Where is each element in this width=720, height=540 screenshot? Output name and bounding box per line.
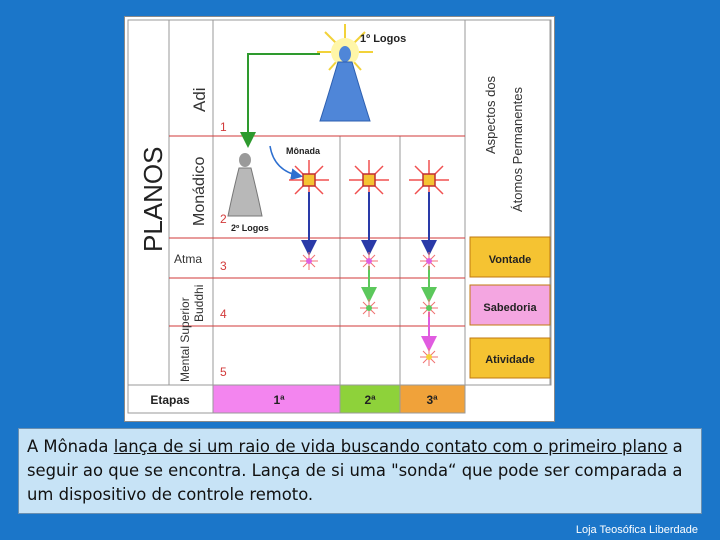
aspect-atividade-label: Atividade	[485, 354, 535, 366]
plane-number-5: 5	[220, 365, 227, 379]
caption-box	[18, 428, 702, 514]
etapas-label: Etapas	[150, 393, 190, 407]
plane-atma: Atma	[174, 252, 203, 266]
monada-label: Mônada	[286, 146, 321, 156]
plane-mental-superior	[178, 297, 192, 382]
credit-footer: Loja Teosófica Liberdade	[575, 524, 698, 536]
first-logos-label: 1º Logos	[360, 33, 407, 45]
aspect-sabedoria-label: Sabedoria	[483, 302, 537, 314]
caption-part-2: a seguir ao que se encontra. Lança de si uma "sonda“ que pode ser comparada a um dispositivo de controle remoto.	[27, 437, 683, 504]
plane-number-3: 3	[220, 259, 227, 273]
second-logos-label: 2º Logos	[231, 223, 269, 233]
plane-adi: Adi	[190, 87, 209, 112]
planes-diagram	[124, 16, 555, 422]
plane-number-1: 1	[220, 120, 227, 134]
plane-mental-superior-label: Mental Superior	[178, 297, 192, 382]
caption-underlined: lança de si um raio de vida buscando contato com o primeiro plano	[113, 437, 668, 456]
right-title-atomos: Átomos Permanentes	[510, 86, 525, 212]
plane-monadico: Monádico	[191, 156, 208, 226]
plane-buddhi: Buddhi	[192, 284, 206, 322]
planos-title: PLANOS	[138, 146, 168, 252]
caption-part-1: A Mônada	[27, 437, 114, 456]
plane-number-2: 2	[220, 212, 227, 226]
aspect-vontade-label: Vontade	[488, 254, 532, 266]
plane-number-4: 4	[220, 307, 227, 321]
stage-3-label: 3ª	[426, 393, 438, 407]
stage-2-label: 2ª	[364, 393, 376, 407]
stage-1-label: 1ª	[273, 393, 285, 407]
right-title-aspectos: Aspectos dos	[483, 75, 498, 154]
